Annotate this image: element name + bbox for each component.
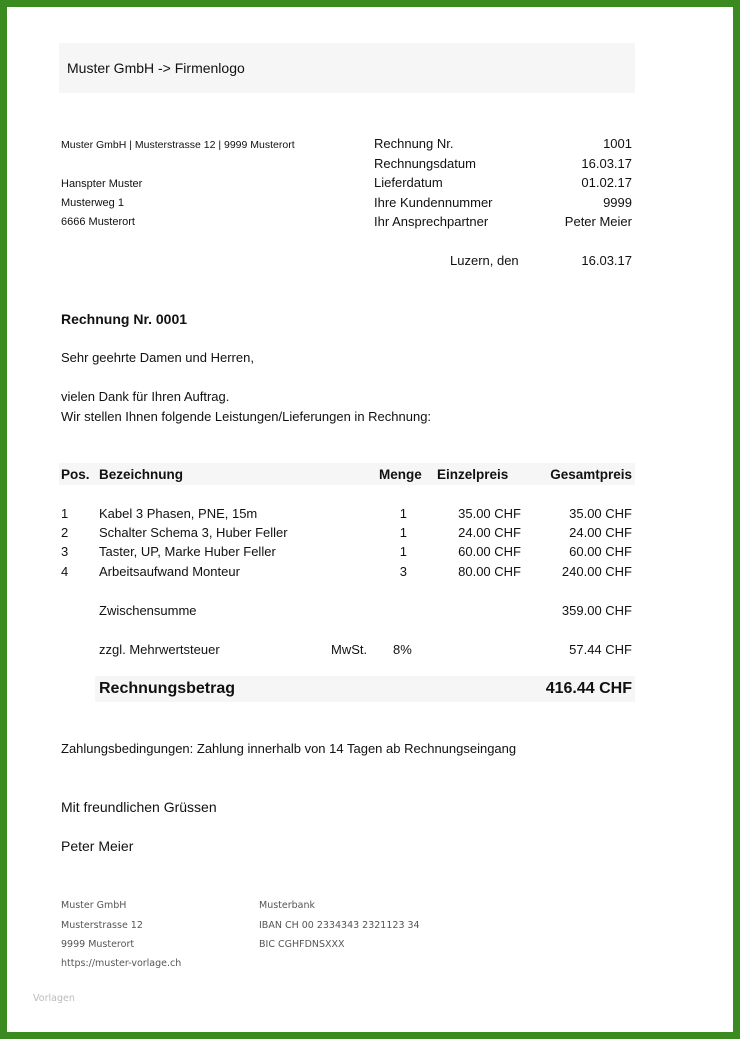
footer-website-link[interactable]: https://muster-vorlage.ch [61, 958, 182, 969]
vat-label: zzgl. Mehrwertsteuer [99, 642, 220, 657]
footer-company-line: Muster GmbH [61, 900, 127, 911]
meta-label: Lieferdatum [374, 175, 443, 190]
table-row-desc: Taster, UP, Marke Huber Feller [99, 544, 276, 559]
meta-label: Rechnung Nr. [374, 136, 454, 151]
table-row-desc: Arbeitsaufwand Monteur [99, 564, 240, 579]
footer-bank-line: BIC CGHFDNSXXX [259, 939, 345, 950]
logo-placeholder [59, 43, 635, 93]
place-label: Luzern, den [450, 253, 519, 268]
recipient-street: Musterweg 1 [61, 197, 124, 209]
invoice-subject: Rechnung Nr. 0001 [61, 311, 188, 327]
meta-value: 01.02.17 [581, 175, 632, 190]
meta-value: 9999 [603, 195, 632, 210]
table-row-pos: 3 [61, 544, 69, 559]
table-row-pos: 4 [61, 564, 69, 579]
table-row-qty: 1 [399, 544, 407, 559]
col-header-unit: Einzelpreis [437, 467, 509, 482]
sender-line: Muster GmbH | Musterstrasse 12 | 9999 Musterort [61, 139, 295, 151]
subtotal-label: Zwischensumme [99, 603, 197, 618]
footer-company-line: Musterstrasse 12 [61, 920, 143, 931]
grand-total-value: 416.44 CHF [545, 680, 632, 697]
salutation: Sehr geehrte Damen und Herren, [61, 350, 254, 365]
table-row-desc: Schalter Schema 3, Huber Feller [99, 525, 288, 540]
col-header-total: Gesamtpreis [550, 467, 632, 482]
table-row-unit: 35.00 CHF [458, 506, 521, 521]
table-row-qty: 1 [399, 525, 407, 540]
table-row-pos: 1 [61, 506, 69, 521]
meta-value: 16.03.17 [581, 156, 632, 171]
table-row-unit: 24.00 CHF [458, 525, 521, 540]
recipient-name: Hanspter Muster [61, 178, 143, 190]
place-date: 16.03.17 [581, 253, 632, 268]
signature-name: Peter Meier [61, 838, 134, 854]
payment-terms: Zahlungsbedingungen: Zahlung innerhalb von 14 Tagen ab Rechnungseingang [61, 741, 517, 756]
vat-short: MwSt. [331, 642, 368, 657]
meta-value: 1001 [603, 136, 632, 151]
recipient-city: 6666 Musterort [61, 216, 135, 228]
table-row-qty: 3 [399, 564, 407, 579]
logo-text: Muster GmbH -> Firmenlogo [67, 60, 245, 76]
table-row-qty: 1 [399, 506, 407, 521]
table-row-pos: 2 [61, 525, 69, 540]
meta-value: Peter Meier [564, 214, 632, 229]
intro-line: vielen Dank für Ihren Auftrag. [61, 389, 230, 404]
meta-label: Rechnungsdatum [374, 156, 476, 171]
table-row-total: 60.00 CHF [569, 544, 632, 559]
footer-bank-line: Musterbank [259, 900, 316, 911]
table-row-total: 35.00 CHF [569, 506, 632, 521]
table-row-total: 24.00 CHF [569, 525, 632, 540]
meta-label: Ihr Ansprechpartner [374, 214, 489, 229]
col-header-qty: Menge [379, 467, 422, 482]
invoice-page [7, 7, 733, 1032]
vat-value: 57.44 CHF [569, 642, 632, 657]
col-header-pos: Pos. [61, 467, 90, 482]
table-row-total: 240.00 CHF [561, 564, 632, 579]
meta-label: Ihre Kundennummer [374, 195, 493, 210]
closing: Mit freundlichen Grüssen [61, 799, 217, 815]
table-row-unit: 80.00 CHF [458, 564, 521, 579]
subtotal-value: 359.00 CHF [561, 603, 632, 618]
table-row-unit: 60.00 CHF [458, 544, 521, 559]
vat-rate: 8% [393, 642, 412, 657]
col-header-desc: Bezeichnung [99, 467, 184, 482]
table-row-desc: Kabel 3 Phasen, PNE, 15m [99, 506, 258, 521]
footer-bank-line: IBAN CH 00 2334343 2321123 34 [259, 920, 420, 931]
watermark: Vorlagen [33, 993, 75, 1004]
grand-total-label: Rechnungsbetrag [99, 680, 236, 697]
intro-line: Wir stellen Ihnen folgende Leistungen/Lieferungen in Rechnung: [61, 409, 432, 424]
footer-company-line: 9999 Musterort [61, 939, 135, 950]
